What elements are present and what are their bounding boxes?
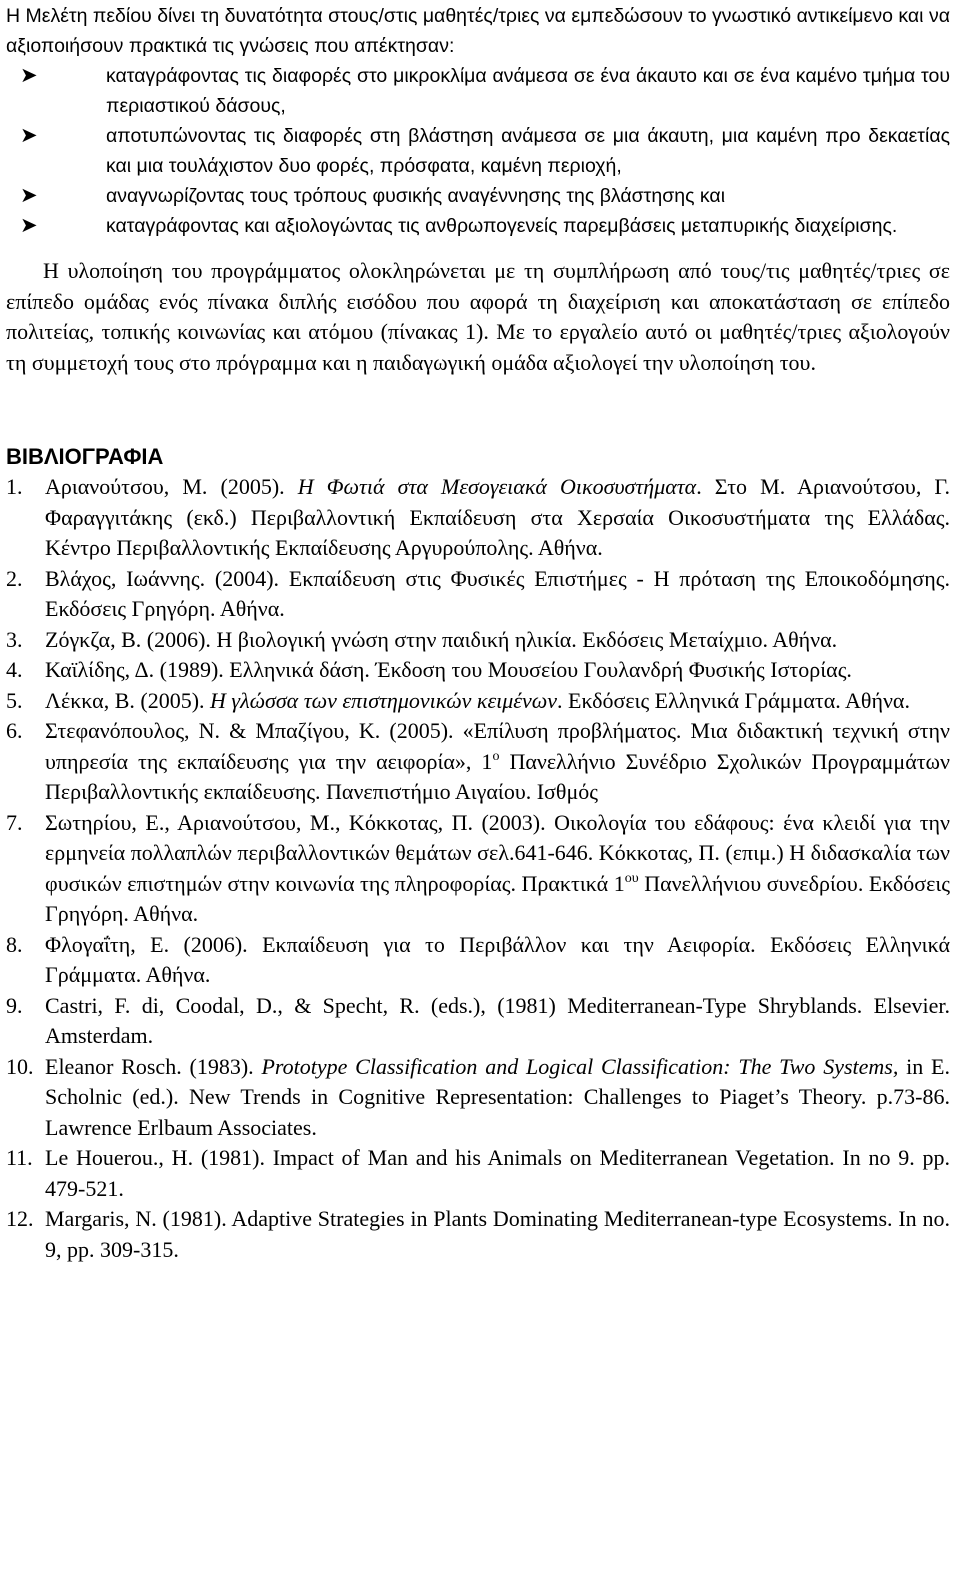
reference-number: 12.: [6, 1206, 34, 1231]
reference-item: [6, 655, 950, 686]
bullet-item: [6, 61, 950, 121]
reference-item: [6, 716, 950, 808]
reference-item: [6, 472, 950, 564]
reference-item: [6, 808, 950, 930]
arrowhead-bullet-icon: ➤: [20, 184, 38, 207]
reference-text: . Εκδόσεις Ελληνικά Γράμματα. Αθήνα.: [557, 687, 910, 713]
reference-text: Αριανούτσου, Μ. (2005).: [45, 474, 298, 499]
arrowhead-bullet-icon: ➤: [20, 64, 38, 87]
reference-number: 10.: [6, 1053, 34, 1079]
bibliography-heading: ΒΙΒΛΙΟΓΡΑΦΙΑ: [6, 444, 164, 469]
reference-number: 7.: [6, 809, 23, 835]
bullet-list: [6, 61, 950, 241]
reference-text: Ζόγκζα, Β. (2006). Η βιολογική γνώση στην παιδική ηλικία. Εκδόσεις Μεταίχμιο. Αθήνα.: [45, 626, 838, 652]
ordinal-superscript: ο: [492, 748, 500, 764]
reference-title: Prototype Classification and Logical Classification: The Two Systems,: [261, 1053, 899, 1079]
reference-number: 8.: [6, 931, 23, 957]
reference-text: Καϊλίδης, Δ. (1989). Ελληνικά δάση. Έκδοση του Μουσείου Γουλανδρή Φυσικής Ιστορίας.: [45, 657, 852, 682]
reference-item: [6, 1052, 950, 1144]
reference-number: 5.: [6, 687, 23, 713]
reference-title: Η γλώσσα των επιστημονικών κειμένων: [210, 687, 558, 713]
reference-item: [6, 564, 950, 625]
bullet-item: [6, 121, 950, 181]
bullet-text: αποτυπώνοντας τις διαφορές στη βλάστηση ανάμεσα σε μια άκαυτη, μια καμένη προ δεκαετίας και μια τουλάχιστον δυο φορές, πρόσφατα, καμένη περιοχή,: [106, 125, 950, 177]
reference-title: Η Φωτιά στα Μεσογειακά Οικοσυστήματα: [297, 474, 697, 499]
reference-text: Σωτηρίου, Ε., Αριανούτσου, Μ., Κόκκοτας, Π. (2003). Οικολογία του εδάφους: ένα κλειδί για την ερμηνεία πολλαπλών περιβαλλοντικών θεμάτων σελ.641-646. Κόκκοτας, Π. (επιμ.) Η διδασκαλία των φυσικών επιστημών στην κοινωνία της πληροφορίας. Πρακτικά 1: [45, 809, 950, 896]
reference-text: Πανελλήνιου συνεδρίου. Εκδόσεις Γρηγόρη. Αθήνα.: [45, 870, 950, 926]
reference-item: [6, 686, 950, 717]
reference-number: 6.: [6, 718, 23, 743]
reference-number: 9.: [6, 992, 23, 1018]
reference-text: Le Houerou., H. (1981). Impact of Man and his Animals on Mediterranean Vegetation. In no 9. pp. 479-521.: [45, 1145, 950, 1201]
reference-number: 2.: [6, 565, 23, 591]
reference-text: Eleanor Rosch. (1983).: [45, 1053, 262, 1079]
reference-item: [6, 930, 950, 991]
bullet-item: [6, 211, 950, 241]
reference-item: [6, 625, 950, 656]
reference-text: Φλογαΐτη, Ε. (2006). Εκπαίδευση για το Περιβάλλον και την Αειφορία. Εκδόσεις Ελληνικά Γράμματα. Αθήνα.: [45, 931, 950, 987]
reference-text: Στεφανόπουλος, Ν. & Μπαζίγου, Κ. (2005). «Επίλυση προβλήματος. Μια διδακτική τεχνική στην υπηρεσία της εκπαίδευσης για την αειφορία», 1: [45, 718, 950, 774]
ordinal-superscript: ου: [624, 870, 639, 886]
reference-text: Πανελλήνιο Συνέδριο Σχολικών Προγραμμάτων Περιβαλλοντικής εκπαίδευσης. Πανεπιστήμιο Αιγαίου. Ισθμός: [45, 748, 950, 804]
reference-item: [6, 1143, 950, 1204]
reference-text: Λέκκα, Β. (2005).: [45, 687, 211, 713]
reference-number: 1.: [6, 474, 23, 499]
bullet-text: καταγράφοντας και αξιολογώντας τις ανθρωπογενείς παρεμβάσεις μεταπυρικής διαχείρισης.: [106, 215, 898, 237]
reference-item: [6, 1204, 950, 1265]
bullet-item: [6, 181, 950, 211]
reference-text: Βλάχος, Ιωάννης. (2004). Εκπαίδευση στις Φυσικές Επιστήμες - Η πρόταση της Εποικοδόμησης. Εκδόσεις Γρηγόρη. Αθήνα.: [45, 565, 950, 621]
intro-paragraph: Η Μελέτη πεδίου δίνει τη δυνατότητα στους/στις μαθητές/τριες να εμπεδώσουν το γνωστικό αντικείμενο και να αξιοποιήσουν πρακτικά τις γνώσεις που απέκτησαν:: [6, 5, 950, 57]
reference-number: 4.: [6, 657, 23, 682]
reference-text: Castri, F. di, Coodal, D., & Specht, R. (eds.), (1981) Mediterranean-Type Shryblands. Elsevier. Amsterdam.: [45, 992, 950, 1048]
reference-number: 3.: [6, 626, 23, 652]
reference-text: Margaris, N. (1981). Adaptive Strategies in Plants Dominating Mediterranean-type Ecosystems. In no. 9, pp. 309-315.: [45, 1206, 950, 1262]
reference-text: in E. Scholnic (ed.). New Trends in Cognitive Representation: Challenges to Piaget’s Theory. p.73-86. Lawrence Erlbaum Associates.: [45, 1053, 950, 1140]
reference-text: . Στο Μ. Αριανούτσου, Γ. Φαραγγιτάκης (εκδ.) Περιβαλλοντική Εκπαίδευση στα Χερσαία Οικοσυστήματα της Ελλάδας. Κέντρο Περιβαλλοντικής Εκπαίδευσης Αργυρούπολης. Αθήνα.: [45, 474, 950, 560]
arrowhead-bullet-icon: ➤: [20, 124, 38, 147]
arrowhead-bullet-icon: ➤: [20, 214, 38, 237]
reference-number: 11.: [6, 1145, 33, 1170]
bullet-text: αναγνωρίζοντας τους τρόπους φυσικής αναγέννησης της βλάστησης και: [106, 185, 726, 207]
reference-item: [6, 991, 950, 1052]
document-page: [0, 1, 960, 1582]
bullet-text: καταγράφοντας τις διαφορές στο μικροκλίμα ανάμεσα σε ένα άκαυτο και σε ένα καμένο τμήμα του περιαστικού δάσους,: [106, 65, 950, 117]
reference-list: [6, 472, 950, 1265]
implementation-paragraph: Η υλοποίηση του προγράμματος ολοκληρώνεται με τη συμπλήρωση από τους/τις μαθητές/τριες σε επίπεδο ομάδας ενός πίνακα διπλής εισόδου που αφορά τη διαχείριση και αποκατάσταση σε επίπεδο πολιτείας, τοπικής κοινωνίας και ατόμου (πίνακας 1). Με το εργαλείο αυτό οι μαθητές/τριες αξιολογούν τη συμμετοχή τους στο πρόγραμμα και η παιδαγωγική ομάδα αξιολογεί την υλοποίηση του.: [6, 258, 950, 375]
